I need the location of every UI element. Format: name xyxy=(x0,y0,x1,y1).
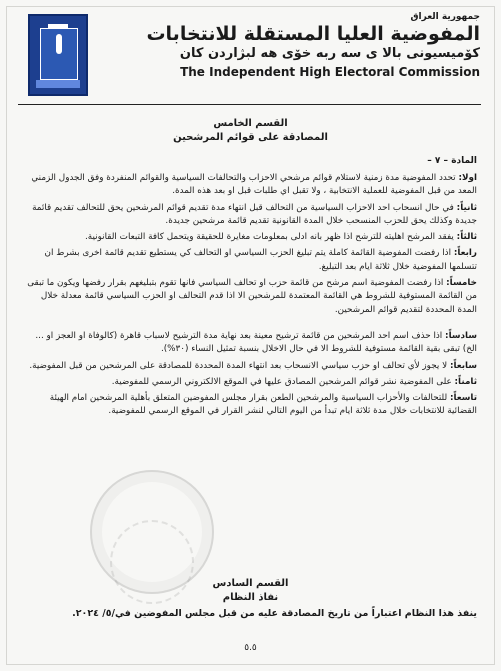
clause-7 xyxy=(22,360,477,373)
logo-slot xyxy=(48,24,68,28)
clause-8 xyxy=(22,376,477,389)
clause-label: ثانياً: xyxy=(456,202,477,213)
clause-text: اذا حذف اسم احد المرشحين من قائمة ترشيح معينة بعد نهاية مدة الترشيح لاسباب قاهرة (كالوفاة او العجز او ... الخ) تبقى بقية القائمة مستوفية للشروط الا في حال الاخلال بنسبة تمثيل النساء (٣٠%). xyxy=(35,330,477,355)
letterhead xyxy=(100,12,480,79)
page-number: ٥.٥ xyxy=(244,643,257,653)
clause-9 xyxy=(22,392,477,419)
logo-finger-icon xyxy=(56,34,62,54)
clause-text: اذا رفضت المفوضية القائمة كاملة يتم تبليغ الحزب السياسي او التحالف كي يستطيع تقديم قائمة اخرى بشرط ان تتسلمها المفوضية خلال ثلاثة ايام بعد التبليغ. xyxy=(44,248,477,272)
ihec-logo xyxy=(28,14,88,96)
clause-label: تاسعاً: xyxy=(449,393,477,404)
clause-label: خامساً: xyxy=(446,278,477,289)
clause-label: سابعاً: xyxy=(449,360,477,371)
org-name-english: The Independent High Electoral Commission xyxy=(180,65,480,79)
section-6-heading: القسم السادس xyxy=(212,578,289,589)
clause-label: اولا: xyxy=(458,173,477,183)
clause-text: لا يجوز لأي تحالف او حزب سياسي الانسحاب بعد انتهاء المدة المحددة للمصادقة على المرشحين من قبل المفوضية. xyxy=(29,360,450,371)
clause-text: تحدد المفوضية مدة زمنية لاستلام قوائم مرشحي الاحزاب والتحالفات السياسية والقوائم المنفردة وفق الجدول الزمني المعد من قبل المفوضية للعملية الانتخابية ، ولا تقبل اي طلبات قبل او بعد هذه المدة. xyxy=(31,173,477,197)
section-6-title: نفاذ النظام xyxy=(222,592,279,603)
article-number: المادة – ٧ – xyxy=(427,156,477,166)
clause-4 xyxy=(22,247,477,274)
clause-text: في حال انسحاب احد الاحزاب السياسية من التحالف قبل انتهاء مدة تقديم قوائم المرشحين يحق للتحالف تقديم قائمة جديدة وكذلك يحق للحزب المنسحب خلال المدة القانونية تقديم قائمة مرشحين جديدة. xyxy=(32,202,477,226)
org-name-arabic: المفوضية العليا المستقلة للانتخابات xyxy=(146,23,480,45)
clause-2 xyxy=(22,202,477,229)
clause-label: ثامناً: xyxy=(454,376,477,387)
clauses-list xyxy=(22,172,477,422)
clause-6 xyxy=(22,330,477,357)
clause-1 xyxy=(22,172,477,199)
section-5-title: المصادقة على قوائم المرشحين xyxy=(173,132,328,143)
clause-text: اذا رفضت المفوضية اسم مرشح من قائمة حزب او تحالف السياسي فانها تقوم بتبليغهم بقرار رفضها ويكون ما تبقى من القائمة المستوفية للشروط هي القائمة المعتمدة للمرشحين الا اذا قدم التحالف او الحزب السياسي قائمة معدلة خلال المدة المحددة لتقديم قوائم المرشحين. xyxy=(27,278,477,315)
clause-text: يفقد المرشح اهليته للترشح اذا ظهر بانه ادلى بمعلومات مغايرة للحقيقة ويتحمل كافة التبعات القانونية. xyxy=(85,232,457,243)
header-divider xyxy=(18,104,481,105)
clause-label: رابعاً: xyxy=(453,248,477,259)
spacer xyxy=(22,320,477,330)
logo-base xyxy=(36,80,80,88)
clause-label: سادساً: xyxy=(445,330,477,341)
clause-label: ثالثاً: xyxy=(456,232,477,243)
clause-text: للتحالفات والأحزاب السياسية والمرشحين الطعن بقرار مجلس المفوضين المتعلق بأهلية المرشحين امام الهيئة القضائية للانتخابات خلال مدة ثلاثة ايام تبدأ من اليوم التالي لنشر القرار في الموقع الرسمي للمفوضية. xyxy=(49,393,477,417)
clause-5 xyxy=(22,277,477,317)
org-name-kurdish: كۆميسيونى بالا ى سه ربه خۆى هه لبژاردن كان xyxy=(179,46,480,61)
clause-3 xyxy=(22,231,477,244)
clause-text: على المفوضية نشر قوائم المرشحين المصادق عليها في الموقع الالكتروني الرسمي للمفوضية. xyxy=(111,376,455,387)
section-6-text: ينفذ هذا النظام اعتباراً من تاريخ المصادقة عليه من قبل مجلس المفوضين في/٥/ ٢٠٢٤. xyxy=(72,608,477,619)
country-name: جمهورية العراق xyxy=(410,12,480,22)
section-5-heading: القسم الخامس xyxy=(213,118,288,129)
